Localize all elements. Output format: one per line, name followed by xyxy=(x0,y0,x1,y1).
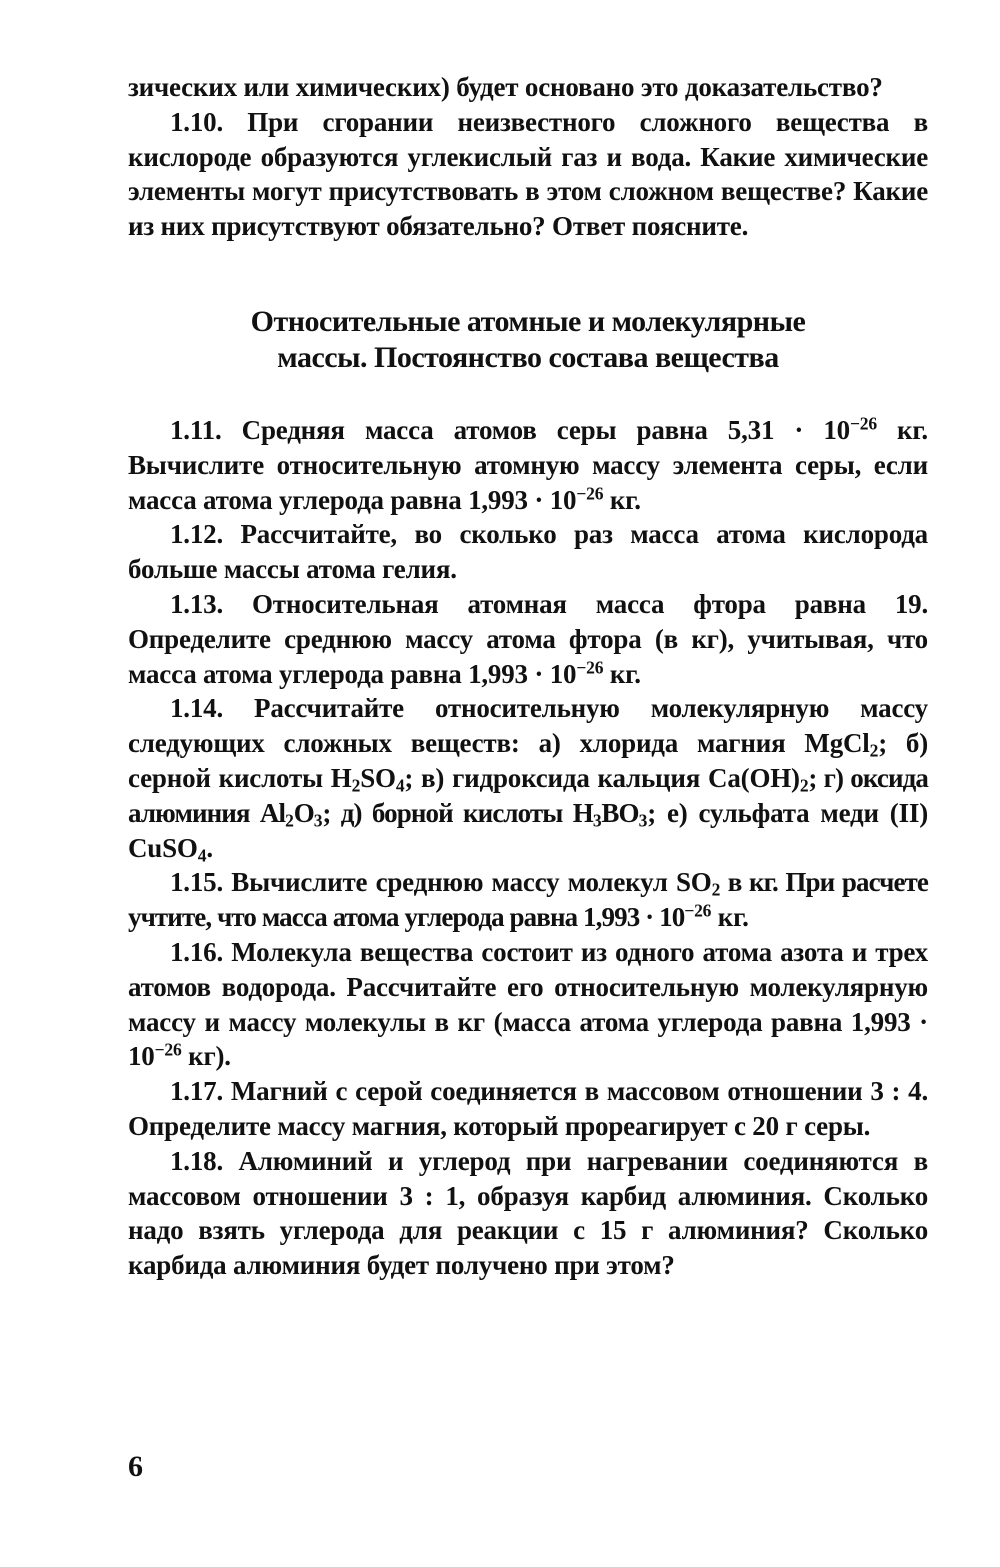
problem-text: ; в) гидроксида кальция Ca(OH) xyxy=(404,762,800,793)
problem-text: ; д) борной кислоты H xyxy=(322,797,593,828)
exponent: −26 xyxy=(576,482,604,503)
exponent: −26 xyxy=(684,900,712,921)
problem-1-12 xyxy=(128,517,928,587)
problem-text: Средняя масса атомов серы равна 5,31 · 10 xyxy=(241,414,850,445)
problem-text: При сгорании неизвестного сложного вещества в кислороде образуются углекислый газ и вода. Какие химические элементы могут присутствовать в этом сложном веществе? Какие из них присутствуют обязательно? Ответ поясните. xyxy=(128,106,928,242)
problem-text: Молекула вещества состоит из одного атома азота и трех атомов водорода. Рассчитайте его относительную молекулярную массу и массу молекулы в кг (масса атома углерода равна 1,993 · 10 xyxy=(128,936,928,1072)
problem-number: 1.10. xyxy=(170,106,224,137)
section-heading-line-1: Относительные атомные и молекулярные xyxy=(250,304,806,338)
problem-text: кг. xyxy=(711,902,749,933)
problem-number: 1.15. xyxy=(170,867,224,898)
problem-text: . xyxy=(206,832,213,863)
continuation-paragraph: зических или химических) будет основано это доказательство? xyxy=(128,72,883,102)
subscript: 2 xyxy=(869,740,879,761)
page-number: 6 xyxy=(128,1450,143,1483)
problem-text: Вычислите среднюю массу молекул SO xyxy=(231,867,712,898)
subscript: 4 xyxy=(197,844,207,865)
problem-number: 1.11. xyxy=(170,414,222,445)
problem-text: ; е) сульфата меди (II) CuSO xyxy=(128,797,928,863)
section-heading-line-2: массы. Постоянство состава вещества xyxy=(277,340,779,374)
problem-number: 1.18. xyxy=(170,1145,224,1176)
problem-number: 1.17. xyxy=(170,1076,224,1107)
problem-1-10 xyxy=(128,105,928,244)
problem-text: в кг. При расчете учтите, что масса атома углерода равна 1,993 · 10 xyxy=(128,867,928,933)
problem-text: Магний с серой соединяется в массовом отношении 3 : 4. Определите массу магния, который прореагирует с 20 г серы. xyxy=(128,1076,928,1141)
problem-1-11 xyxy=(128,413,928,517)
problem-number: 1.13. xyxy=(170,588,224,619)
exponent: −26 xyxy=(576,656,604,677)
problem-text: ; г) оксида алюминия Al xyxy=(128,762,928,828)
problem-1-18 xyxy=(128,1144,928,1283)
problem-1-16 xyxy=(128,935,928,1074)
problem-number: 1.14. xyxy=(170,693,224,724)
subscript: 3 xyxy=(638,810,648,831)
problem-1-17 xyxy=(128,1074,928,1144)
problem-text: SO xyxy=(360,762,396,793)
problem-text: Алюминий и углерод при нагревании соединяются в массовом отношении 3 : 1, образуя карбид алюминия. Сколько надо взять углерода для реакции с 15 г алюминия? Сколько карбида алюминия будет получено при этом? xyxy=(128,1145,928,1281)
exponent: −26 xyxy=(849,413,877,434)
subscript: 2 xyxy=(799,775,809,796)
problem-number: 1.16. xyxy=(170,936,224,967)
problem-1-14 xyxy=(128,691,928,865)
problem-text: Рассчитайте, во сколько раз масса атома кислорода больше массы атома гелия. xyxy=(128,519,928,585)
problem-1-13 xyxy=(128,587,928,691)
problem-text: Относительная атомная масса фтора равна 19. Определите среднюю массу атома фтора (в кг), учитывая, что масса атома углерода равна 1,993 · 10 xyxy=(128,588,928,689)
problem-1-15 xyxy=(128,865,928,935)
subscript: 3 xyxy=(592,810,602,831)
section-heading xyxy=(128,304,928,376)
problem-text: кг). xyxy=(181,1041,231,1072)
subscript: 2 xyxy=(711,879,721,900)
problem-text: Рассчитайте относительную молекулярную массу следующих сложных веществ: а) хлорида магния MgCl xyxy=(128,693,928,759)
problem-text: кг. xyxy=(603,658,641,689)
subscript: 3 xyxy=(313,810,323,831)
problem-text: кг. xyxy=(603,484,641,515)
problem-text: ; б) серной кислоты H xyxy=(128,728,929,793)
problem-text: BO xyxy=(601,797,639,828)
subscript: 4 xyxy=(395,775,405,796)
problem-text: O xyxy=(293,797,314,828)
page-content xyxy=(128,70,928,1283)
subscript: 2 xyxy=(285,810,294,831)
problem-number: 1.12. xyxy=(170,519,224,550)
problem-text: кг. Вычислите относительную атомную массу элемента серы, если масса атома углерода равна 1,993 · 10 xyxy=(128,414,928,515)
subscript: 2 xyxy=(351,775,361,796)
exponent: −26 xyxy=(154,1039,182,1060)
